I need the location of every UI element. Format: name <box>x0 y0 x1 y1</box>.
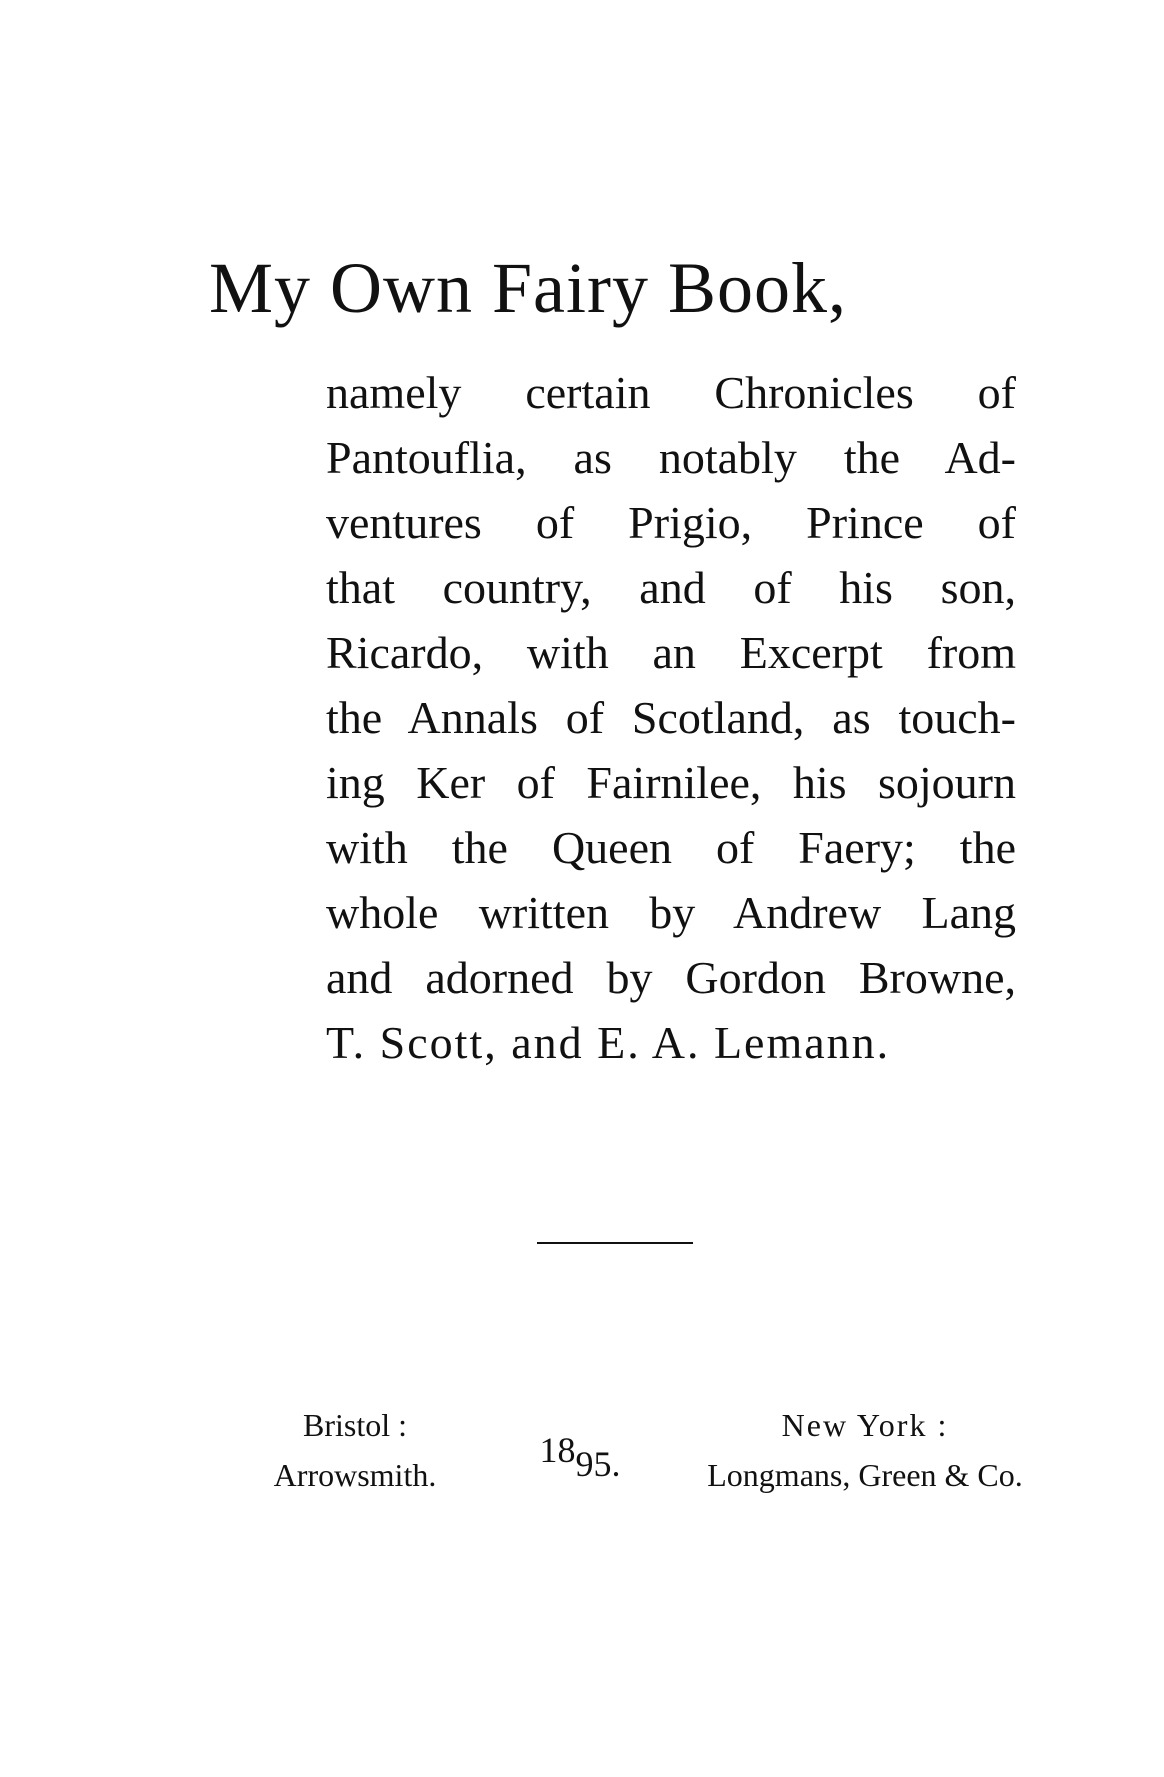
subtitle-line: Ricardo, with an Excerpt from <box>326 627 1016 678</box>
imprint-publisher: Arrowsmith. <box>273 1457 437 1493</box>
book-title: My Own Fairy Book, <box>209 248 848 328</box>
imprint-place: Bristol : <box>302 1407 407 1443</box>
subtitle-block <box>326 360 1016 1075</box>
subtitle-line: whole written by Andrew Lang <box>326 887 1016 938</box>
subtitle-line: that country, and of his son, <box>326 562 1016 613</box>
imprint-publisher: Longmans, Green & Co. <box>707 1457 1023 1493</box>
subtitle-line: the Annals of Scotland, as touch- <box>326 692 1016 743</box>
subtitle-line: Pantouflia, as notably the Ad- <box>326 432 1016 483</box>
subtitle-line: namely certain Chronicles of <box>326 367 1016 418</box>
year-part: 18 <box>539 1430 576 1470</box>
subtitle-line: ventures of Prigio, Prince of <box>326 497 1016 548</box>
subtitle-line: T. Scott, and E. A. Lemann. <box>326 1017 891 1068</box>
imprint-new-york <box>655 1400 1075 1500</box>
subtitle-line: with the Queen of Faery; the <box>326 822 1016 873</box>
subtitle-line: ing Ker of Fairnilee, his sojourn <box>326 757 1016 808</box>
imprint-year <box>500 1425 660 1484</box>
subtitle-line: and adorned by Gordon Browne, <box>326 952 1016 1003</box>
year-part: 95. <box>575 1444 621 1484</box>
divider-rule <box>537 1242 693 1244</box>
imprint-bristol <box>250 1400 460 1500</box>
imprint-place: New York : <box>781 1407 949 1443</box>
